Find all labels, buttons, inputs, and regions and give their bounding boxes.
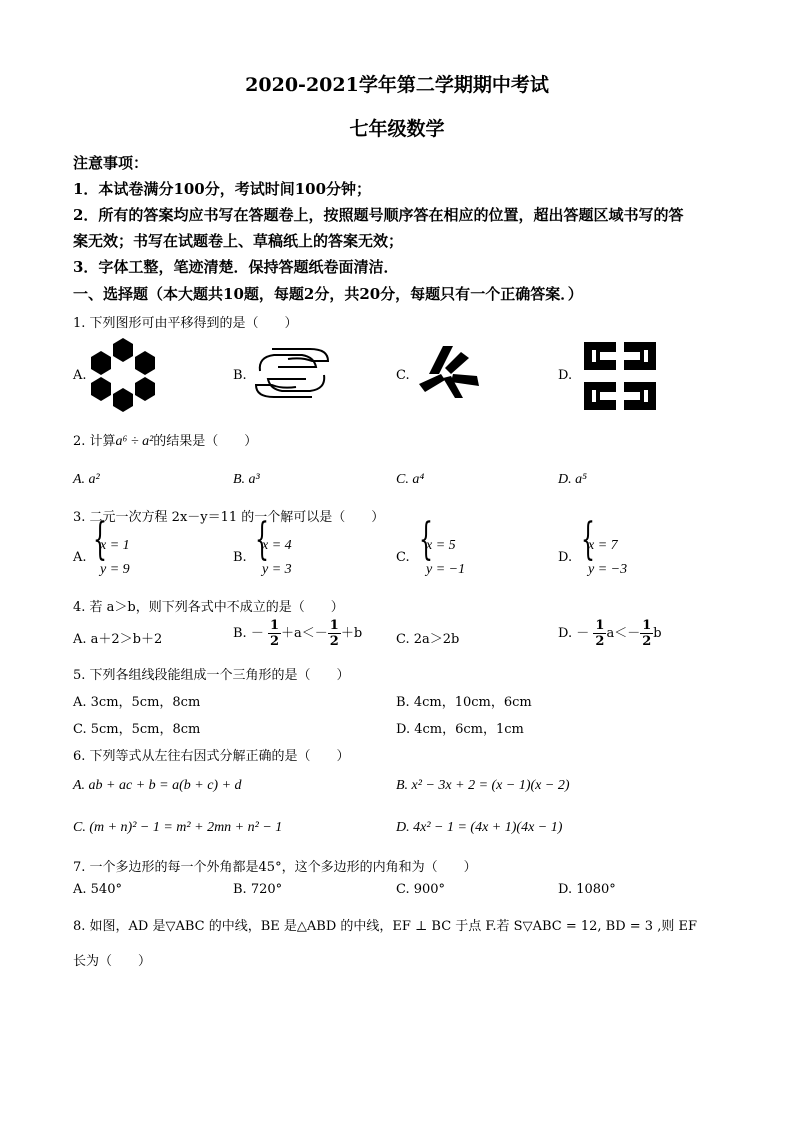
q3-option-d-system: { x = 7 y = −3 (581, 514, 628, 577)
q2-expression: a⁶ ÷ a² (115, 434, 154, 449)
section-heading: 一、选择题（本大题共10题，每题2分，共20分，每题只有一个正确答案．） (73, 285, 583, 303)
q3-option-b-label[interactable]: B. (233, 550, 247, 565)
notice-heading: 注意事项： (73, 154, 149, 172)
q3-stem: 3. 二元一次方程 2x－y＝11 的一个解可以是（ ） (73, 510, 385, 525)
q8-stem-line2: 长为（ ） (73, 954, 152, 969)
q1-figure-d-square-pattern (580, 338, 660, 414)
q5-stem: 5. 下列各组线段能组成一个三角形的是（ ） (73, 668, 350, 683)
q6-stem: 6. 下列等式从左往右因式分解正确的是（ ） (73, 749, 350, 764)
q1-figure-c-pinwheel (417, 344, 483, 400)
q3-option-c-label[interactable]: C. (396, 550, 410, 565)
q7-option-a[interactable]: A. 540° (73, 882, 122, 897)
notice-item-3: 3．字体工整，笔迹清楚．保持答题纸卷面清洁． (73, 258, 399, 276)
q5-option-b[interactable]: B. 4cm，10cm，6cm (396, 695, 532, 710)
notice-item-2a: 2．所有的答案均应书写在答题卷上，按照题号顺序答在相应的位置，超出答题区域书写的答 (73, 206, 684, 224)
q2-option-b[interactable]: B. a³ (233, 472, 260, 487)
q4-fraction: $\frac{1}{2}$ (595, 618, 605, 649)
notice-item-1: 1．本试卷满分100分，考试时间100分钟； (73, 180, 372, 198)
q4-option-a[interactable]: A. a＋2＞b＋2 (73, 632, 163, 647)
q1-stem: 1. 下列图形可由平移得到的是（ ） (73, 316, 298, 331)
q2-option-a[interactable]: A. a² (73, 472, 100, 487)
q3-option-a-label[interactable]: A. (73, 550, 87, 565)
q1-figure-b-interlocking-shape (252, 343, 332, 403)
q6-option-b[interactable]: B. x² − 3x + 2 = (x − 1)(x − 2) (396, 778, 570, 793)
q8-stem-line1: 8. 如图，AD 是▽ABC 的中线，BE 是△ABD 的中线，EF ⊥ BC 于点 F.若 S▽ABC = 12, BD = 3 ,则 EF (73, 919, 697, 934)
q4-option-d[interactable]: D. － $\frac{1}{2}$ a＜－ $\frac{1}{2}$ b (558, 618, 662, 649)
q1-option-d-label: D. (558, 368, 573, 383)
q5-option-d[interactable]: D. 4cm，6cm，1cm (396, 722, 524, 737)
q1-option-c-label: C. (396, 368, 410, 383)
q3-option-b-system: { x = 4 y = 3 (255, 514, 292, 577)
q4-fraction: $\frac{1}{2}$ (269, 618, 280, 649)
q3-option-c-system: { x = 5 y = −1 (419, 514, 466, 577)
exam-title: 2020-2021学年第二学期期中考试 (245, 74, 549, 96)
exam-subtitle: 七年级数学 (349, 118, 445, 140)
q4-option-c[interactable]: C. 2a＞2b (396, 632, 460, 647)
q7-stem: 7. 一个多边形的每一个外角都是45°，这个多边形的内角和为（ ） (73, 860, 477, 875)
q4-fraction: $\frac{1}{2}$ (329, 618, 339, 649)
q1-figure-a-hexagons (88, 336, 158, 414)
q6-option-a[interactable]: A. ab + ac + b = a(b + c) + d (73, 778, 242, 793)
q6-option-d[interactable]: D. 4x² − 1 = (4x + 1)(4x − 1) (396, 820, 563, 835)
q2-option-c[interactable]: C. a⁴ (396, 472, 425, 487)
q5-option-a[interactable]: A. 3cm，5cm，8cm (73, 695, 201, 710)
q7-option-c[interactable]: C. 900° (396, 882, 446, 897)
q4-stem: 4. 若 a＞b，则下列各式中不成立的是（ ） (73, 600, 344, 615)
notice-item-2b: 案无效；书写在试题卷上、草稿纸上的答案无效； (73, 232, 404, 250)
q4-fraction: $\frac{1}{2}$ (642, 618, 652, 649)
q5-option-c[interactable]: C. 5cm，5cm，8cm (73, 722, 201, 737)
q7-option-d[interactable]: D. 1080° (558, 882, 616, 897)
q2-option-d[interactable]: D. a⁵ (558, 472, 587, 487)
q1-option-a-label: A. (73, 368, 87, 383)
q3-option-d-label[interactable]: D. (558, 550, 573, 565)
q2-stem: 2. 计算a⁶ ÷ a²的结果是（ ） (73, 434, 258, 449)
q4-option-b[interactable]: B. － $\frac{1}{2}$ ＋a＜－ $\frac{1}{2}$ ＋b (233, 618, 363, 649)
q6-option-c[interactable]: C. (m + n)² − 1 = m² + 2mn + n² − 1 (73, 820, 283, 835)
q7-option-b[interactable]: B. 720° (233, 882, 283, 897)
q3-option-a-system: { x = 1 y = 9 (93, 514, 130, 577)
q1-option-b-label: B. (233, 368, 247, 383)
